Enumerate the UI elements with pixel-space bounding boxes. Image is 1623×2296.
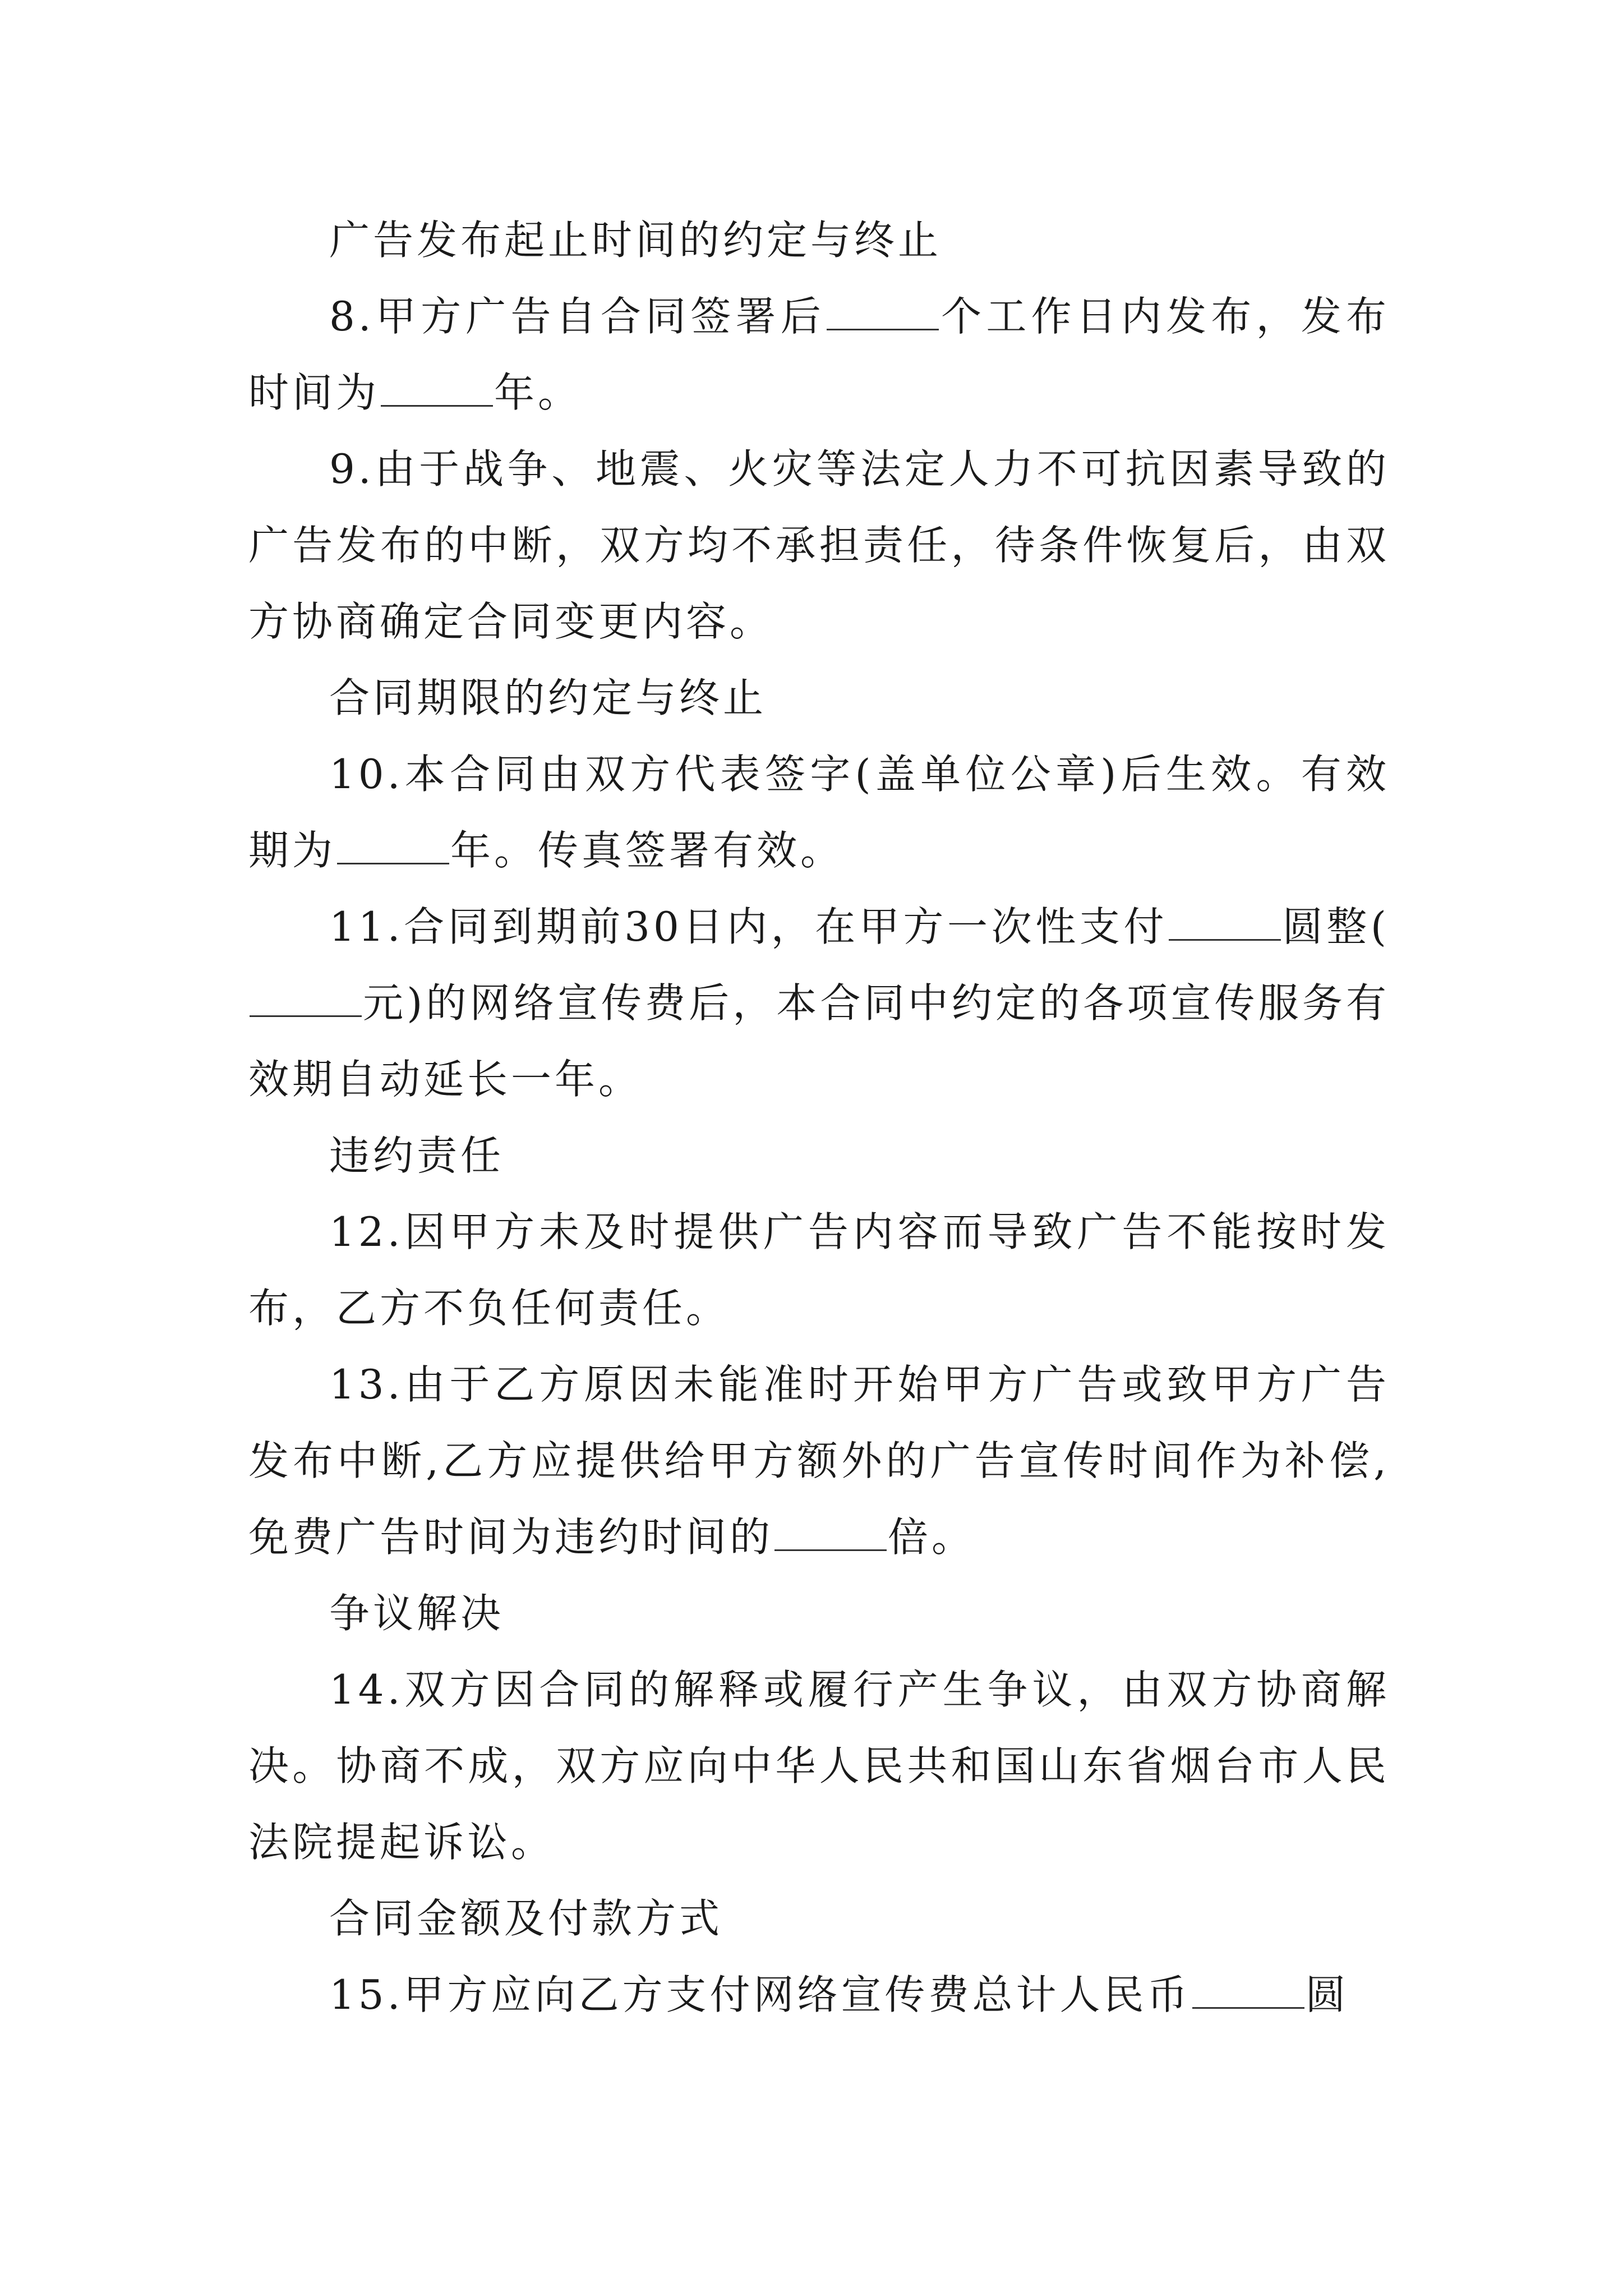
clause-paragraph: [248, 889, 1390, 1117]
clause-text: 元)的网络宣传费后，本合同中约定的各项宣传服务有效期自动延长一年。: [248, 979, 1390, 1103]
clause-paragraph: [248, 736, 1390, 889]
clause-text: 12.因甲方未及时提供广告内容而导致广告不能按时发布，乙方不负任何责任。: [248, 1208, 1390, 1332]
section-heading: 争议解决: [329, 1590, 505, 1637]
clause-text: 圆整(: [1282, 903, 1390, 950]
clause-text: 11.合同到期前30日内，在甲方一次性支付: [329, 903, 1168, 950]
section-heading: 合同金额及付款方式: [329, 1895, 723, 1942]
clause-text: 13.由于乙方原因未能准时开始甲方广告或致甲方广告发布中断,乙方应提供给甲方额外的广告宣传时间作为补偿,免费广告时间为违约时间的: [248, 1361, 1390, 1561]
section-heading: 合同期限的约定与终止: [329, 674, 767, 721]
clause-paragraph: [248, 278, 1390, 431]
clause-text: 个工作日内发布，发布时间为: [248, 293, 1390, 416]
clause-text: 圆: [1305, 1971, 1349, 2018]
fill-in-blank[interactable]: [1192, 1973, 1304, 2009]
clause-text: 14.双方因合同的解释或履行产生争议，由双方协商解决。协商不成，双方应向中华人民共和国山东省烟台市人民法院提起诉讼。: [248, 1666, 1390, 1866]
fill-in-blank[interactable]: [337, 829, 449, 864]
fill-in-blank[interactable]: [1169, 905, 1281, 941]
section-heading: 违约责任: [329, 1132, 505, 1179]
fill-in-blank[interactable]: [250, 982, 362, 1017]
fill-in-blank[interactable]: [774, 1516, 887, 1551]
clause-text: 年。: [494, 369, 582, 416]
clause-text: 9.由于战争、地震、火灾等法定人力不可抗因素导致的广告发布的中断，双方均不承担责任，待条件恢复后，由双方协商确定合同变更内容。: [248, 445, 1390, 645]
section-heading: 广告发布起止时间的约定与终止: [329, 217, 942, 264]
clause-text: 倍。: [888, 1513, 976, 1561]
clause-text: 年。传真签署有效。: [450, 827, 845, 874]
clause-paragraph: [248, 1957, 1390, 2033]
document-body: [248, 202, 1390, 2033]
fill-in-blank[interactable]: [381, 371, 493, 407]
fill-in-blank[interactable]: [827, 295, 939, 330]
clause-text: 15.甲方应向乙方支付网络宣传费总计人民币: [329, 1971, 1191, 2018]
clause-paragraph: [248, 1651, 1390, 1880]
clause-text: 10.本合同由双方代表签字(盖单位公章)后生效。有效期为: [248, 751, 1390, 874]
clause-paragraph: [248, 1346, 1390, 1575]
clause-text: 8.甲方广告自合同签署后: [329, 293, 826, 340]
clause-paragraph: [248, 1194, 1390, 1346]
clause-paragraph: [248, 431, 1390, 660]
